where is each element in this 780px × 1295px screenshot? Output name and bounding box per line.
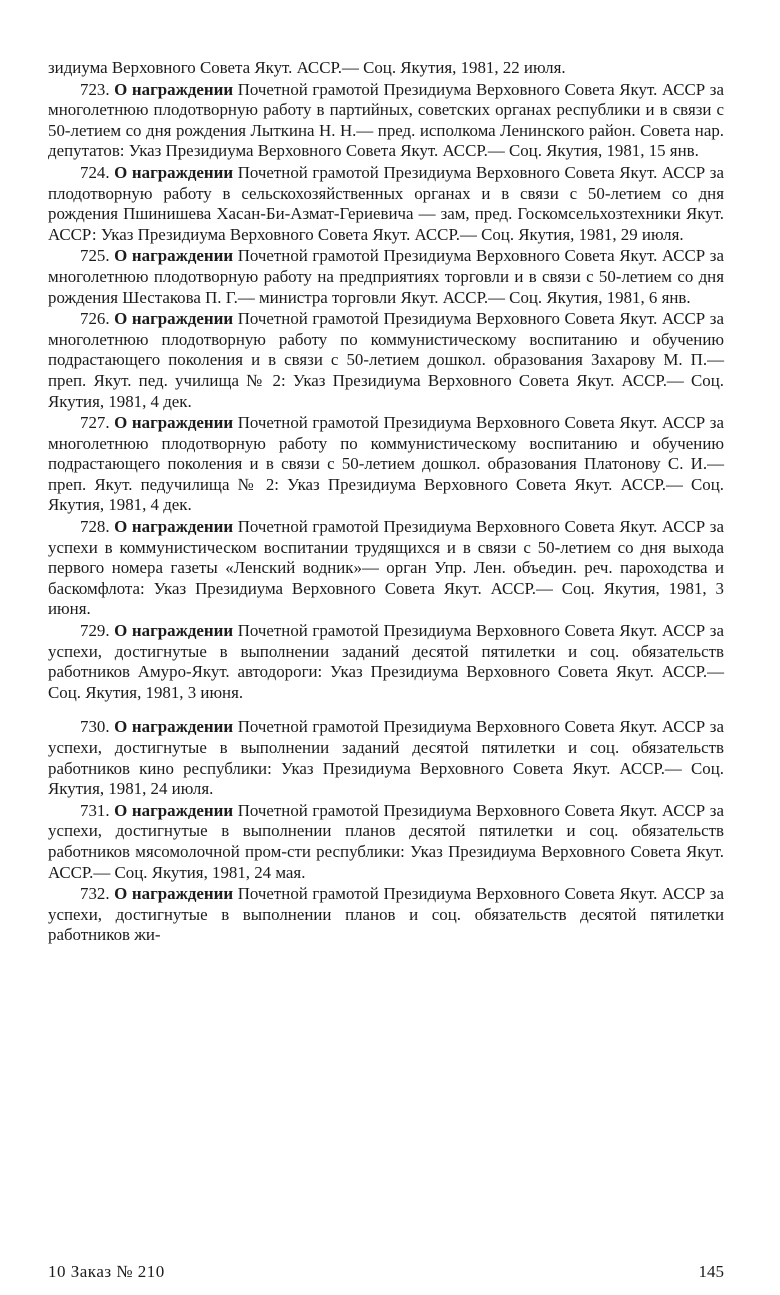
entry-lead: О награждении	[114, 517, 234, 537]
page-number: 145	[698, 1262, 724, 1281]
entry-lead: О награждении	[114, 413, 234, 433]
entry-727	[48, 413, 724, 516]
entry-text: Почетной грамотой Президиума Верховного Совета Якут. АССР за многолетнюю плодотворную работу в партийных, советских органах республики и в связи с 50-летием со дня рождения Лыткина Н. Н.— пред. исполкома Ленинского район. Совета нар. депутатов: Указ Президиума Верховного Совета Якут. АССР.— Соц. Якутия, 1981, 15 янв.	[48, 79, 724, 161]
entry-number: 729.	[80, 621, 110, 641]
entry-724	[48, 163, 724, 245]
entry-lead: О награждении	[114, 246, 234, 266]
entry-number: 732.	[80, 884, 110, 904]
entry-number: 728.	[80, 517, 110, 537]
entry-lead: О награждении	[114, 79, 234, 99]
entry-726	[48, 309, 724, 412]
entry-number: 724.	[80, 162, 110, 182]
entry-number: 726.	[80, 309, 110, 329]
entry-729	[48, 621, 724, 703]
entry-text: Почетной грамотой Президиума Верховного Совета Якут. АССР за успехи в коммунистическом воспитании трудящихся и в связи с 50-летием со дня выхода первого номера газеты «Ленский водник»— орган Упр. Лен. объедин. реч. пароходства и баскомфлота: Указ Президиума Верховного Совета Якут. АССР.— Соц. Якутия, 1981, 3 июня.	[48, 517, 724, 619]
entry-731	[48, 801, 724, 883]
entry-number: 723.	[80, 79, 110, 99]
page-footer	[48, 1262, 724, 1282]
entry-text: Почетной грамотой Президиума Верховного Совета Якут. АССР за успехи, достигнутые в выполнении планов и соц. обязательств десятой пятилетки работников жи-	[48, 884, 724, 945]
entry-lead: О награждении	[114, 309, 234, 329]
document-page	[48, 58, 724, 946]
entry-lead: О награждении	[114, 884, 234, 904]
entry-730	[48, 717, 724, 799]
continuation-text: зидиума Верховного Совета Якут. АССР.— Соц. Якутия, 1981, 22 июля.	[48, 58, 566, 77]
entry-number: 730.	[80, 717, 110, 737]
entry-text: Почетной грамотой Президиума Верховного Совета Якут. АССР за многолетнюю плодотворную работу по коммунистическому воспитанию и обучению подрастающего поколения и в связи с 50-летием дошкол. образования Захарову М. П.— преп. Якут. пед. училища № 2: Указ Президиума Верховного Совета Якут. АССР.— Соц. Якутия, 1981, 4 дек.	[48, 309, 724, 411]
entry-725	[48, 246, 724, 308]
entry-text: Почетной грамотой Президиума Верховного Совета Якут. АССР за многолетнюю плодотворную работу по коммунистическому воспитанию и обучению подрастающего поколения и в связи с 50-летием дошкол. образования Платонову С. И.— преп. Якут. педучилища № 2: Указ Президиума Верховного Совета Якут. АССР.— Соц. Якутия, 1981, 4 дек.	[48, 413, 724, 515]
entry-number: 727.	[80, 413, 110, 433]
entry-text: Почетной грамотой Президиума Верховного Совета Якут. АССР за успехи, достигнутые в выполнении заданий десятой пятилетки и соц. обязательств работников Амуро-Якут. автодороги: Указ Президиума Верховного Совета Якут. АССР.— Соц. Якутия, 1981, 3 июня.	[48, 621, 724, 702]
entry-number: 725.	[80, 246, 110, 266]
printer-signature: 10 Заказ № 210	[48, 1262, 165, 1281]
entry-lead: О награждении	[114, 621, 234, 641]
entry-text: Почетной грамотой Президиума Верховного Совета Якут. АССР за успехи, достигнутые в выполнении заданий десятой пятилетки и соц. обязательств работников кино республики: Указ Президиума Верховного Совета Якут. АССР.— Соц. Якутия, 1981, 24 июля.	[48, 717, 724, 799]
entry-lead: О награждении	[114, 717, 234, 737]
entry-732	[48, 884, 724, 946]
entry-text: Почетной грамотой Президиума Верховного Совета Якут. АССР за плодотворную работу в сельскохозяйственных органах и в связи с 50-летием со дня рождения Пшинишева Хасан-Би-Азмат-Гериевича — зам, пред. Госкомсельхозтехники Якут. АССР: Указ Президиума Верховного Совета Якут. АССР.— Соц. Якутия, 1981, 29 июля.	[48, 162, 724, 244]
entry-number: 731.	[80, 800, 110, 820]
entry-text: Почетной грамотой Президиума Верховного Совета Якут. АССР за успехи, достигнутые в выполнении планов десятой пятилетки и соц. обязательств работников мясомолочной пром-сти республики: Указ Президиума Верховного Совета Якут. АССР.— Соц. Якутия, 1981, 24 мая.	[48, 800, 724, 882]
entry-lead: О награждении	[114, 162, 234, 182]
entry-723	[48, 80, 724, 162]
entry-lead: О награждении	[114, 800, 234, 820]
entry-text: Почетной грамотой Президиума Верховного Совета Якут. АССР за многолетнюю плодотворную работу на предприятиях торговли и в связи с 50-летием со дня рождения Шестакова П. Г.— министра торговли Якут. АССР.— Соц. Якутия, 1981, 6 янв.	[48, 246, 724, 307]
entry-728	[48, 517, 724, 620]
